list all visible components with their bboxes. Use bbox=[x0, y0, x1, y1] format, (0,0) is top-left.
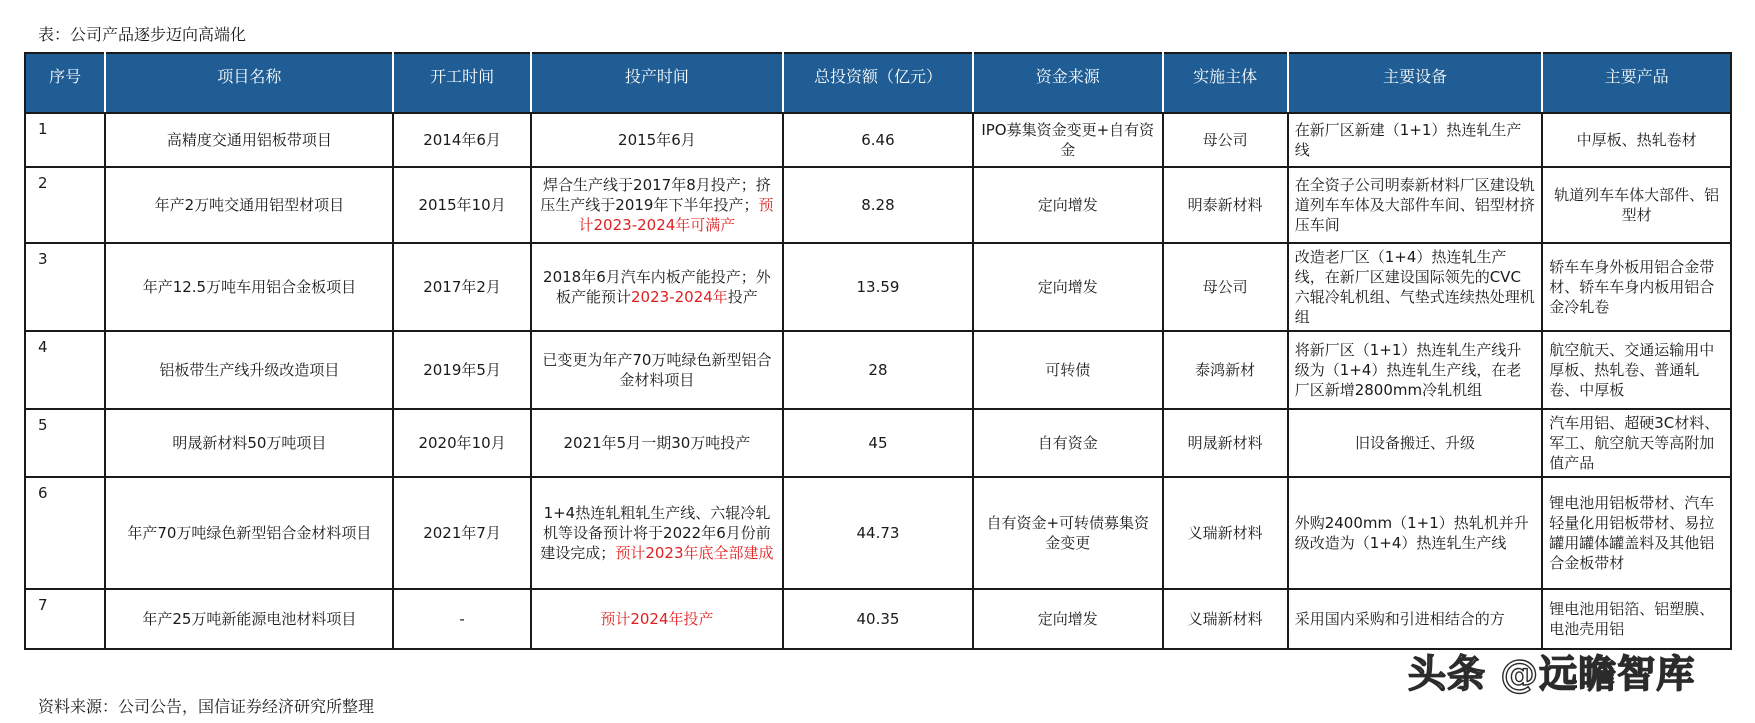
row-investment: 45 bbox=[783, 409, 973, 477]
row-project-name: 铝板带生产线升级改造项目 bbox=[105, 331, 393, 409]
row-no: 5 bbox=[25, 409, 105, 477]
row-no: 4 bbox=[25, 331, 105, 409]
header-equipment: 主要设备 bbox=[1288, 53, 1543, 113]
row-equipment: 旧设备搬迁、升级 bbox=[1288, 409, 1543, 477]
row-start-time: 2014年6月 bbox=[393, 113, 530, 167]
row-project-name: 年产2万吨交通用铝型材项目 bbox=[105, 167, 393, 243]
row-project-name: 年产70万吨绿色新型铝合金材料项目 bbox=[105, 477, 393, 589]
header-entity: 实施主体 bbox=[1163, 53, 1288, 113]
production-forecast: 预计2023年底全部建成 bbox=[615, 544, 774, 562]
row-project-name: 高精度交通用铝板带项目 bbox=[105, 113, 393, 167]
row-investment: 8.28 bbox=[783, 167, 973, 243]
row-production-time bbox=[531, 167, 783, 243]
header-project-name: 项目名称 bbox=[105, 53, 393, 113]
table-row bbox=[25, 243, 1731, 331]
header-start-time: 开工时间 bbox=[393, 53, 530, 113]
row-start-time: 2021年7月 bbox=[393, 477, 530, 589]
row-entity: 泰鸿新材 bbox=[1163, 331, 1288, 409]
row-production-time bbox=[531, 477, 783, 589]
table-row bbox=[25, 589, 1731, 649]
row-products: 锂电池用铝板带材、汽车轻量化用铝板带材、易拉罐用罐体罐盖料及其他铝合金板带材 bbox=[1542, 477, 1731, 589]
row-entity: 母公司 bbox=[1163, 113, 1288, 167]
row-no: 6 bbox=[25, 477, 105, 589]
row-equipment: 改造老厂区（1+4）热连轧生产线，在新厂区建设国际领先的CVC六辊冷轧机组、气垫式连续热处理机组 bbox=[1288, 243, 1543, 331]
row-start-time: 2015年10月 bbox=[393, 167, 530, 243]
row-start-time: 2020年10月 bbox=[393, 409, 530, 477]
row-fund-source: IPO募集资金变更+自有资金 bbox=[973, 113, 1163, 167]
row-products: 中厚板、热轧卷材 bbox=[1542, 113, 1731, 167]
row-entity: 义瑞新材料 bbox=[1163, 477, 1288, 589]
row-equipment: 采用国内采购和引进相结合的方 bbox=[1288, 589, 1543, 649]
production-note: 焊合生产线于2017年8月投产；挤压生产线于2019年下半年投产； bbox=[540, 176, 771, 214]
row-entity: 义瑞新材料 bbox=[1163, 589, 1288, 649]
row-production-time: 已变更为年产70万吨绿色新型铝合金材料项目 bbox=[531, 331, 783, 409]
row-equipment: 在新厂区新建（1+1）热连轧生产线 bbox=[1288, 113, 1543, 167]
header-products: 主要产品 bbox=[1542, 53, 1731, 113]
row-project-name: 年产12.5万吨车用铝合金板项目 bbox=[105, 243, 393, 331]
row-fund-source: 定向增发 bbox=[973, 167, 1163, 243]
row-products: 轨道列车车体大部件、铝型材 bbox=[1542, 167, 1731, 243]
table-caption: 表：公司产品逐步迈向高端化 bbox=[38, 25, 247, 44]
table-row bbox=[25, 409, 1731, 477]
row-start-time: - bbox=[393, 589, 530, 649]
row-investment: 40.35 bbox=[783, 589, 973, 649]
row-production-time: 2021年5月一期30万吨投产 bbox=[531, 409, 783, 477]
row-start-time: 2019年5月 bbox=[393, 331, 530, 409]
row-equipment: 将新厂区（1+1）热连轧生产线升级为（1+4）热连轧生产线，在老厂区新增2800mm冷轧机组 bbox=[1288, 331, 1543, 409]
row-investment: 44.73 bbox=[783, 477, 973, 589]
header-fund-source: 资金来源 bbox=[973, 53, 1163, 113]
row-no: 2 bbox=[25, 167, 105, 243]
source-note: 资料来源：公司公告，国信证券经济研究所整理 bbox=[38, 697, 375, 716]
header-production-time: 投产时间 bbox=[531, 53, 783, 113]
row-entity: 母公司 bbox=[1163, 243, 1288, 331]
row-entity: 明晟新材料 bbox=[1163, 409, 1288, 477]
row-fund-source: 可转债 bbox=[973, 331, 1163, 409]
watermark: 头条 @远瞻智库 bbox=[1408, 652, 1696, 696]
production-forecast: 2023-2024年 bbox=[631, 288, 728, 306]
row-investment: 6.46 bbox=[783, 113, 973, 167]
production-note: 1+4热连轧粗轧生产线、六辊冷轧机等设备预计将于2022年6月份前建设完成； bbox=[540, 504, 771, 562]
row-equipment: 在全资子公司明泰新材料厂区建设轨道列车车体及大部件车间、铝型材挤压车间 bbox=[1288, 167, 1543, 243]
row-products: 轿车车身外板用铝合金带材、轿车车身内板用铝合金冷轧卷 bbox=[1542, 243, 1731, 331]
row-products: 汽车用铝、超硬3C材料、军工、航空航天等高附加值产品 bbox=[1542, 409, 1731, 477]
row-production-time: 2015年6月 bbox=[531, 113, 783, 167]
projects-table bbox=[24, 52, 1732, 650]
production-note: 2018年6月汽车内板产能投产；外板产能预计 bbox=[543, 268, 771, 306]
row-fund-source: 自有资金+可转债募集资金变更 bbox=[973, 477, 1163, 589]
row-equipment: 外购2400mm（1+1）热轧机并升级改造为（1+4）热连轧生产线 bbox=[1288, 477, 1543, 589]
row-investment: 28 bbox=[783, 331, 973, 409]
header-total-investment: 总投资额（亿元） bbox=[783, 53, 973, 113]
table-row bbox=[25, 167, 1731, 243]
row-products: 锂电池用铝箔、铝塑膜、电池壳用铝 bbox=[1542, 589, 1731, 649]
row-fund-source: 定向增发 bbox=[973, 589, 1163, 649]
production-note-tail: 投产 bbox=[727, 288, 758, 306]
row-project-name: 年产25万吨新能源电池材料项目 bbox=[105, 589, 393, 649]
table-header-row bbox=[25, 53, 1731, 113]
row-production-time bbox=[531, 243, 783, 331]
row-fund-source: 自有资金 bbox=[973, 409, 1163, 477]
row-no: 3 bbox=[25, 243, 105, 331]
production-forecast: 预计2023-2024年可满产 bbox=[578, 196, 774, 234]
table-row bbox=[25, 477, 1731, 589]
row-production-time: 预计2024年投产 bbox=[531, 589, 783, 649]
row-fund-source: 定向增发 bbox=[973, 243, 1163, 331]
row-project-name: 明晟新材料50万吨项目 bbox=[105, 409, 393, 477]
table-row bbox=[25, 113, 1731, 167]
table-row bbox=[25, 331, 1731, 409]
row-investment: 13.59 bbox=[783, 243, 973, 331]
row-entity: 明泰新材料 bbox=[1163, 167, 1288, 243]
row-no: 1 bbox=[25, 113, 105, 167]
row-start-time: 2017年2月 bbox=[393, 243, 530, 331]
row-no: 7 bbox=[25, 589, 105, 649]
row-products: 航空航天、交通运输用中厚板、热轧卷、普通轧卷、中厚板 bbox=[1542, 331, 1731, 409]
header-no: 序号 bbox=[25, 53, 105, 113]
